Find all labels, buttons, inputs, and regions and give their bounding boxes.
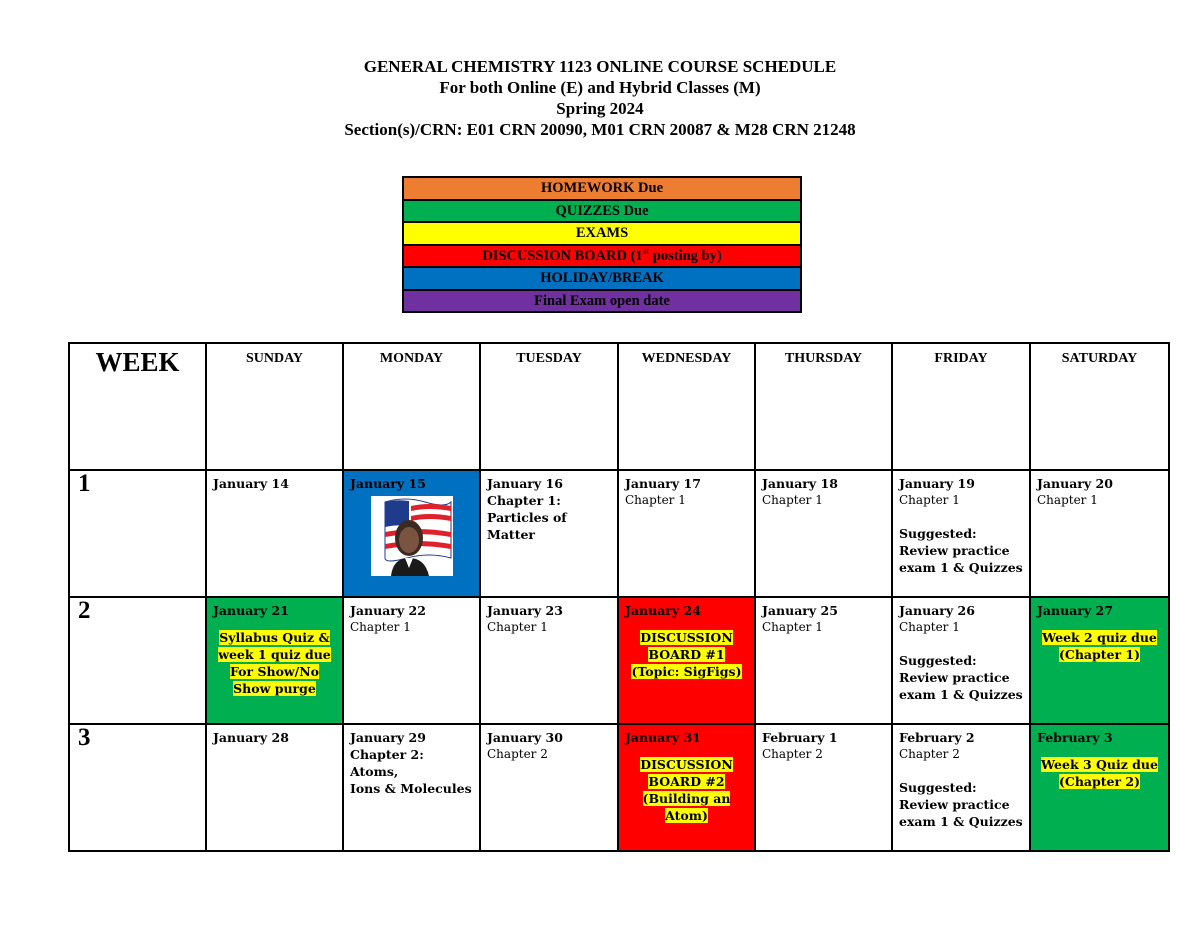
day-cell bbox=[1030, 470, 1169, 597]
legend-final-exam: Final Exam open date bbox=[404, 291, 800, 314]
quiz-due-note: Syllabus Quiz & week 1 quiz due For Show/No Show purge bbox=[218, 630, 331, 696]
week-header: WEEK bbox=[95, 347, 180, 377]
day-chapter: Chapter 2 bbox=[899, 747, 960, 761]
day-cell bbox=[755, 724, 892, 851]
day-chapter: Chapter 2 bbox=[762, 747, 823, 761]
week-row-1 bbox=[69, 470, 1169, 597]
day-cell bbox=[343, 597, 480, 724]
legend-exams: EXAMS bbox=[404, 223, 800, 246]
day-cell bbox=[480, 470, 618, 597]
day-highlight-block bbox=[1037, 629, 1162, 663]
legend-quizzes: QUIZZES Due bbox=[404, 201, 800, 224]
day-cell bbox=[206, 724, 343, 851]
week-number-cell bbox=[69, 470, 206, 597]
legend-holiday: HOLIDAY/BREAK bbox=[404, 268, 800, 291]
week-number: 2 bbox=[78, 597, 91, 624]
week-row-3 bbox=[69, 724, 1169, 851]
day-header-cell bbox=[618, 343, 755, 470]
day-date: February 1 bbox=[762, 730, 838, 745]
day-chapter: Chapter 1 bbox=[1037, 493, 1098, 507]
week-number-cell bbox=[69, 597, 206, 724]
day-cell-quiz bbox=[1030, 597, 1169, 724]
day-date: January 29 bbox=[350, 730, 426, 745]
color-legend bbox=[402, 176, 802, 313]
day-date: January 24 bbox=[625, 603, 701, 618]
day-chapter: Chapter 1 bbox=[762, 620, 823, 634]
day-date: January 30 bbox=[487, 730, 563, 745]
day-date: January 27 bbox=[1037, 603, 1113, 618]
day-cell-discussion bbox=[618, 597, 755, 724]
section-crn: Section(s)/CRN: E01 CRN 20090, M01 CRN 20087 & M28 CRN 21248 bbox=[344, 120, 856, 139]
day-header-cell bbox=[206, 343, 343, 470]
day-header-cell bbox=[1030, 343, 1169, 470]
schedule-calendar bbox=[68, 342, 1170, 852]
week-row-2 bbox=[69, 597, 1169, 724]
discussion-board-note: DISCUSSION BOARD #1 (Topic: SigFigs) bbox=[631, 630, 742, 679]
day-date: February 3 bbox=[1037, 730, 1113, 745]
day-cell bbox=[892, 724, 1030, 851]
legend-discussion-post: posting by) bbox=[649, 247, 722, 264]
day-date: January 20 bbox=[1037, 476, 1113, 491]
term: Spring 2024 bbox=[556, 99, 644, 118]
day-suggestion: Suggested: Review practice exam 1 & Quizzes bbox=[899, 653, 1023, 702]
day-chapter: Chapter 1 bbox=[625, 493, 686, 507]
document-header bbox=[0, 56, 1200, 140]
week-number-cell bbox=[69, 724, 206, 851]
day-header-saturday: SATURDAY bbox=[1061, 351, 1138, 366]
day-cell-quiz bbox=[1030, 724, 1169, 851]
day-date: January 16 bbox=[487, 476, 563, 491]
day-topic: Chapter 2: Atoms, Ions & Molecules bbox=[350, 747, 472, 796]
day-chapter: Chapter 1 bbox=[899, 493, 960, 507]
day-header-thursday: THURSDAY bbox=[784, 351, 863, 366]
quiz-due-note: Week 2 quiz due (Chapter 1) bbox=[1042, 630, 1157, 662]
day-date: January 17 bbox=[625, 476, 701, 491]
day-header-monday: MONDAY bbox=[379, 351, 444, 366]
course-subtitle: For both Online (E) and Hybrid Classes (M) bbox=[439, 78, 761, 97]
day-date: February 2 bbox=[899, 730, 975, 745]
mlk-flag-clipart-icon bbox=[350, 496, 473, 581]
day-topic: Chapter 1: Particles of Matter bbox=[487, 493, 567, 542]
day-suggestion: Suggested: Review practice exam 1 & Quizzes bbox=[899, 526, 1023, 575]
day-date: January 28 bbox=[213, 730, 289, 745]
day-cell bbox=[480, 724, 618, 851]
day-cell bbox=[755, 597, 892, 724]
day-date: January 19 bbox=[899, 476, 975, 491]
day-header-sunday: SUNDAY bbox=[245, 351, 304, 366]
day-cell bbox=[480, 597, 618, 724]
day-date: January 21 bbox=[213, 603, 289, 618]
week-number: 1 bbox=[78, 470, 91, 497]
legend-discussion bbox=[404, 246, 800, 269]
day-date: January 23 bbox=[487, 603, 563, 618]
day-chapter: Chapter 1 bbox=[762, 493, 823, 507]
quiz-due-note: Week 3 Quiz due (Chapter 2) bbox=[1041, 757, 1158, 789]
day-chapter: Chapter 1 bbox=[487, 620, 548, 634]
day-date: January 25 bbox=[762, 603, 838, 618]
day-chapter: Chapter 2 bbox=[487, 747, 548, 761]
day-highlight-block bbox=[625, 629, 748, 680]
day-highlight-block bbox=[213, 629, 336, 697]
day-cell bbox=[892, 597, 1030, 724]
day-cell bbox=[892, 470, 1030, 597]
day-header-cell bbox=[480, 343, 618, 470]
day-header-friday: FRIDAY bbox=[934, 351, 988, 366]
day-cell-holiday bbox=[343, 470, 480, 597]
day-chapter: Chapter 1 bbox=[350, 620, 411, 634]
day-chapter: Chapter 1 bbox=[899, 620, 960, 634]
day-cell bbox=[343, 724, 480, 851]
week-header-cell bbox=[69, 343, 206, 470]
day-header-cell bbox=[755, 343, 892, 470]
day-cell-discussion bbox=[618, 724, 755, 851]
day-cell bbox=[206, 470, 343, 597]
day-cell-quiz bbox=[206, 597, 343, 724]
day-suggestion: Suggested: Review practice exam 1 & Quizzes bbox=[899, 780, 1023, 829]
legend-discussion-sup: st bbox=[642, 245, 650, 256]
week-number: 3 bbox=[78, 724, 91, 751]
day-date: January 31 bbox=[625, 730, 701, 745]
day-highlight-block bbox=[1037, 756, 1162, 790]
day-date: January 26 bbox=[899, 603, 975, 618]
calendar-header-row bbox=[69, 343, 1169, 470]
day-header-wednesday: WEDNESDAY bbox=[641, 351, 732, 366]
day-date: January 18 bbox=[762, 476, 838, 491]
day-date: January 15 bbox=[350, 476, 426, 491]
day-header-cell bbox=[892, 343, 1030, 470]
day-cell bbox=[755, 470, 892, 597]
day-cell bbox=[618, 470, 755, 597]
legend-homework: HOMEWORK Due bbox=[404, 178, 800, 201]
day-header-cell bbox=[343, 343, 480, 470]
discussion-board-note: DISCUSSION BOARD #2 (Building an Atom) bbox=[640, 757, 733, 823]
day-date: January 14 bbox=[213, 476, 289, 491]
legend-discussion-pre: DISCUSSION BOARD (1 bbox=[482, 247, 643, 264]
course-title: GENERAL CHEMISTRY 1123 ONLINE COURSE SCHEDULE bbox=[363, 57, 837, 76]
day-header-tuesday: TUESDAY bbox=[516, 351, 582, 366]
day-highlight-block bbox=[625, 756, 748, 824]
day-date: January 22 bbox=[350, 603, 426, 618]
